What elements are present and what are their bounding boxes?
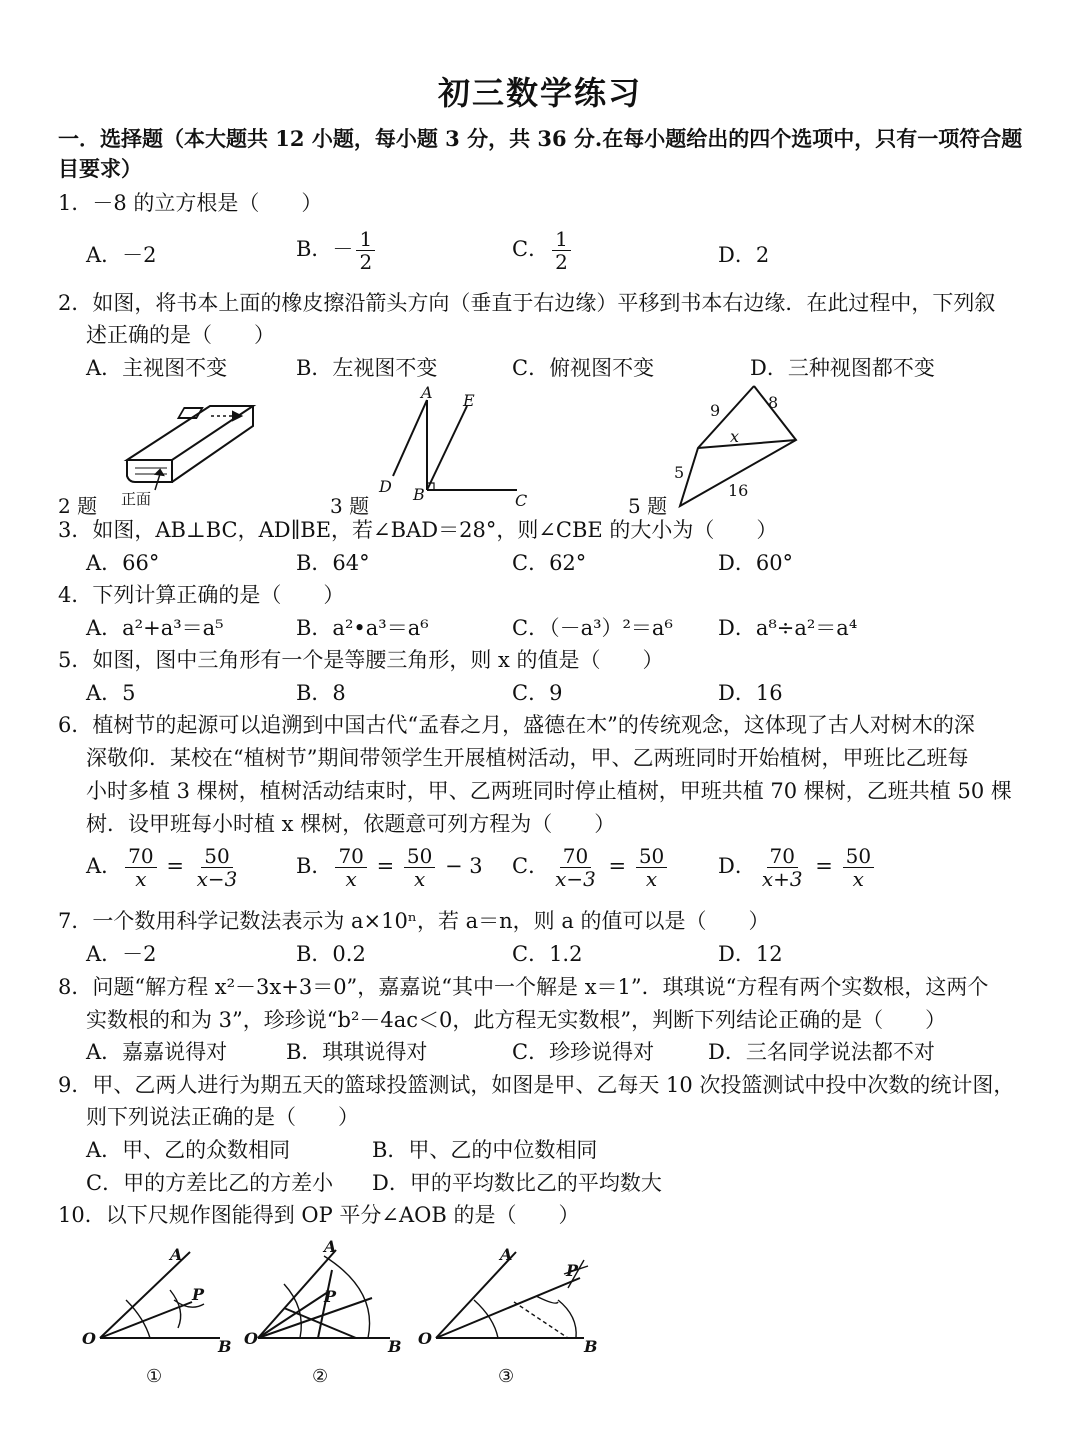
q2-option-a: A．主视图不变 xyxy=(86,356,228,380)
svg-text:A: A xyxy=(421,383,433,402)
q1-option-a: A．－2 xyxy=(86,243,157,267)
q2-option-b: B．左视图不变 xyxy=(296,356,438,380)
q5-option-c: C．9 xyxy=(512,681,563,705)
triangle-figure-q5 xyxy=(668,380,828,510)
angle-figure-q3 xyxy=(375,383,535,510)
question-9-stem: 9．甲、乙两人进行为期五天的篮球投篮测试，如图是甲、乙每天 10 次投篮测试中投中次数的统计图， xyxy=(58,1073,1015,1097)
q3-option-d: D．60° xyxy=(718,551,794,575)
question-6-stem-4: 树．设甲班每小时植 x 棵树，依题意可列方程为（ ） xyxy=(86,812,616,836)
question-2-stem-cont: 述正确的是（ ） xyxy=(86,323,275,347)
book-eraser-figure xyxy=(115,398,315,508)
ray-op xyxy=(100,1302,192,1338)
q4-option-b: B．a²•a³＝a⁶ xyxy=(296,616,429,640)
svg-text:A: A xyxy=(324,1237,337,1256)
q9-option-d: D．甲的平均数比乙的平均数大 xyxy=(372,1171,662,1195)
segment-ad xyxy=(393,400,427,476)
svg-text:C: C xyxy=(515,491,528,510)
fig2-label: 2 题 xyxy=(58,494,98,518)
q1-option-c: C． $\frac{1}{2}$ xyxy=(512,228,574,273)
q1-option-b: B．－ $\frac{1}{2}$ xyxy=(296,228,378,273)
q8-option-d: D．三名同学说法都不对 xyxy=(708,1040,935,1064)
svg-text:8: 8 xyxy=(768,393,779,412)
ray-oa xyxy=(436,1252,516,1338)
q3-option-b: B．64° xyxy=(296,551,370,575)
q6-option-c: C． $\frac{70}{x-3}$ = $\frac{50}{x}$ xyxy=(512,845,670,890)
q5-option-d: D．16 xyxy=(718,681,783,705)
q7-option-c: C．1.2 xyxy=(512,942,583,966)
svg-text:9: 9 xyxy=(710,401,721,420)
fig3-label: 3 题 xyxy=(330,494,370,518)
book-front-face xyxy=(127,460,172,482)
q4-option-d: D．a⁸÷a²＝a⁴ xyxy=(718,616,858,640)
q3-option-c: C．62° xyxy=(512,551,587,575)
question-7-stem: 7．一个数用科学记数法表示为 a×10ⁿ，若 a＝n，则 a 的值可以是（ ） xyxy=(58,909,770,933)
question-2-stem: 2．如图，将书本上面的橡皮擦沿箭头方向（垂直于右边缘）平移到书本右边缘．在此过程中，下列叙 xyxy=(58,291,996,315)
fig2-label: ② xyxy=(312,1366,329,1387)
svg-text:A: A xyxy=(500,1245,513,1264)
question-8-stem-2: 实数根的和为 3”，珍珍说“b²－4ac＜0，此方程无实数根”，判断下列结论正确的是（ ） xyxy=(86,1008,947,1032)
fig1-label: ① xyxy=(146,1366,163,1387)
svg-text:16: 16 xyxy=(728,481,749,500)
svg-text:P: P xyxy=(566,1261,579,1280)
page-title: 初三数学练习 xyxy=(437,74,642,112)
svg-text:O: O xyxy=(244,1329,258,1348)
question-5-stem: 5．如图，图中三角形有一个是等腰三角形，则 x 的值是（ ） xyxy=(58,648,664,672)
q9-option-c: C．甲的方差比乙的方差小 xyxy=(86,1171,334,1195)
svg-text:B: B xyxy=(413,485,425,504)
shared-side-x xyxy=(698,440,796,448)
q6-option-d: D． $\frac{70}{x+3}$ = $\frac{50}{x}$ xyxy=(718,845,877,890)
svg-text:B: B xyxy=(584,1337,598,1356)
q6-option-b: B． $\frac{70}{x}$ = $\frac{50}{x}$ − 3 xyxy=(296,844,483,891)
question-3-stem: 3．如图，AB⊥BC，AD∥BE，若∠BAD＝28°，则∠CBE 的大小为（ ） xyxy=(58,518,778,542)
svg-text:x: x xyxy=(730,427,740,446)
q9-option-a: A．甲、乙的众数相同 xyxy=(86,1138,291,1162)
svg-text:O: O xyxy=(418,1329,432,1348)
svg-text:P: P xyxy=(192,1285,205,1304)
q1-option-d: D．2 xyxy=(718,243,770,267)
section-header-cont: 目要求） xyxy=(58,156,142,181)
q4-option-c: C．（－a³）²＝a⁶ xyxy=(512,616,673,640)
construction-figure-2 xyxy=(244,1237,414,1390)
svg-text:P: P xyxy=(324,1287,337,1306)
segment-cross-1 xyxy=(284,1308,356,1338)
construction-figure-1 xyxy=(82,1240,242,1390)
ray-op xyxy=(436,1278,580,1338)
q7-option-a: A．－2 xyxy=(86,942,157,966)
q5-option-a: A．5 xyxy=(86,681,136,705)
q4-option-a: A．a²+a³＝a⁵ xyxy=(86,616,224,640)
q8-option-b: B．琪琪说得对 xyxy=(286,1040,428,1064)
fig5-label: 5 题 xyxy=(628,494,668,518)
question-6-stem-2: 深敬仰．某校在“植树节”期间带领学生开展植树活动，甲、乙两班同时开始植树，甲班比乙班每 xyxy=(86,746,969,770)
svg-text:E: E xyxy=(463,391,475,410)
svg-text:O: O xyxy=(82,1329,96,1348)
svg-text:D: D xyxy=(379,477,392,496)
construction-figure-3 xyxy=(418,1240,608,1390)
question-6-stem: 6．植树节的起源可以追溯到中国古代“孟春之月，盛德在木”的传统观念，这体现了古人对树木的深 xyxy=(58,713,975,737)
q6-option-a: A． $\frac{70}{x}$ = $\frac{50}{x-3}$ xyxy=(86,844,238,891)
q8-option-a: A．嘉嘉说得对 xyxy=(86,1040,228,1064)
q7-option-d: D．12 xyxy=(718,942,783,966)
svg-text:A: A xyxy=(170,1245,183,1264)
question-1-stem: 1．－8 的立方根是（ ） xyxy=(58,191,323,215)
question-4-stem: 4．下列计算正确的是（ ） xyxy=(58,583,345,607)
front-label: 正面 xyxy=(121,490,152,508)
arc-center-o xyxy=(474,1300,498,1338)
svg-text:5: 5 xyxy=(674,463,685,482)
q2-option-d: D．三种视图都不变 xyxy=(750,356,935,380)
q7-option-b: B．0.2 xyxy=(296,942,366,966)
q5-option-b: B．8 xyxy=(296,681,346,705)
q8-option-c: C．珍珍说得对 xyxy=(512,1040,655,1064)
eraser-shape xyxy=(178,408,202,418)
fig3-label: ③ xyxy=(498,1366,515,1387)
section-header: 一．选择题（本大题共 12 小题，每小题 3 分，共 36 分.在每小题给出的四个选项中，只有一项符合题 xyxy=(58,126,1023,151)
arrow-icon xyxy=(233,412,241,420)
question-10-stem: 10．以下尺规作图能得到 OP 平分∠AOB 的是（ ） xyxy=(58,1203,580,1227)
svg-text:B: B xyxy=(388,1337,402,1356)
question-8-stem: 8．问题“解方程 x²－3x+3＝0”，嘉嘉说“其中一个解是 x＝1”．琪琪说“方程有两个实数根，这两个 xyxy=(58,975,989,999)
q3-option-a: A．66° xyxy=(86,551,160,575)
svg-text:B: B xyxy=(218,1337,232,1356)
question-6-stem-3: 小时多植 3 棵树，植树活动结束时，甲、乙两班同时停止植树，甲班共植 70 棵树，乙班共植 50 棵 xyxy=(86,779,1012,803)
q9-option-b: B．甲、乙的中位数相同 xyxy=(372,1138,598,1162)
q2-option-c: C．俯视图不变 xyxy=(512,356,655,380)
segment-be xyxy=(427,406,467,490)
question-9-stem-2: 则下列说法正确的是（ ） xyxy=(86,1105,359,1129)
